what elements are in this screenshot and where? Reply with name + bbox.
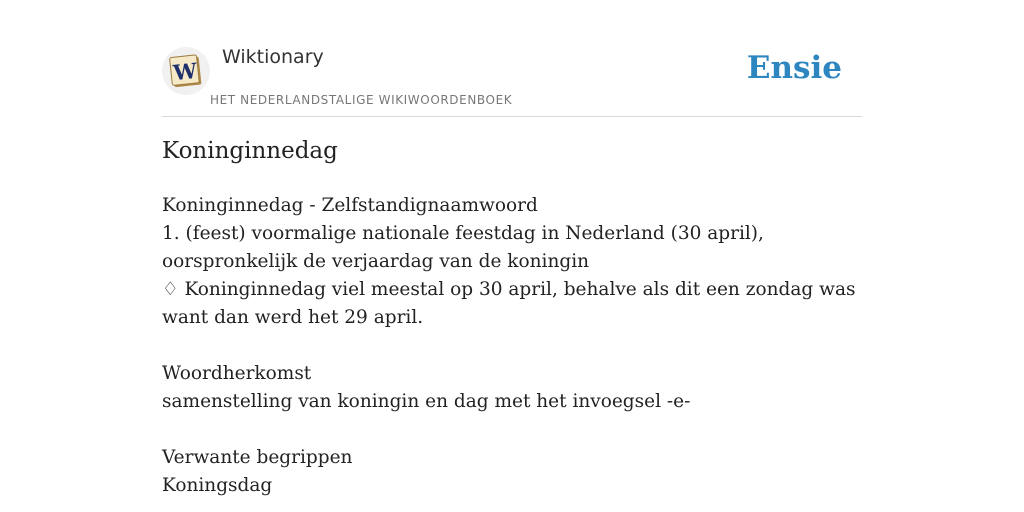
site-header [162, 0, 862, 117]
example-sentence: ♢ Koninginnedag viel meestal op 30 april, behalve als dit een zondag was want dan werd het 29 april. [162, 279, 856, 328]
etymology-heading: Woordherkomst [162, 363, 312, 384]
related-heading: Verwante begrippen [162, 447, 353, 468]
etymology-text: samenstelling van koningin en dag met het invoegsel -e- [162, 391, 691, 412]
wiktionary-logo-icon[interactable] [162, 47, 210, 95]
ensie-brand-logo[interactable]: Ensie [746, 50, 842, 86]
word-type-line: Koninginnedag - Zelfstandignaamwoord [162, 195, 538, 216]
page-title: Koninginnedag [162, 138, 338, 164]
related-term[interactable]: Koningsdag [162, 475, 273, 496]
definition: 1. (feest) voormalige nationale feestdag in Nederland (30 april), oorspronkelijk de verjaardag van de koningin [162, 223, 764, 272]
wiktionary-tile-icon [162, 47, 210, 95]
page-container [162, 0, 862, 496]
site-name[interactable]: Wiktionary [222, 46, 324, 68]
site-tagline: HET NEDERLANDSTALIGE WIKIWOORDENBOEK [210, 93, 513, 107]
spacer [162, 332, 862, 360]
logo-letter: W [172, 57, 199, 86]
entry-content [162, 192, 862, 500]
spacer [162, 416, 862, 444]
